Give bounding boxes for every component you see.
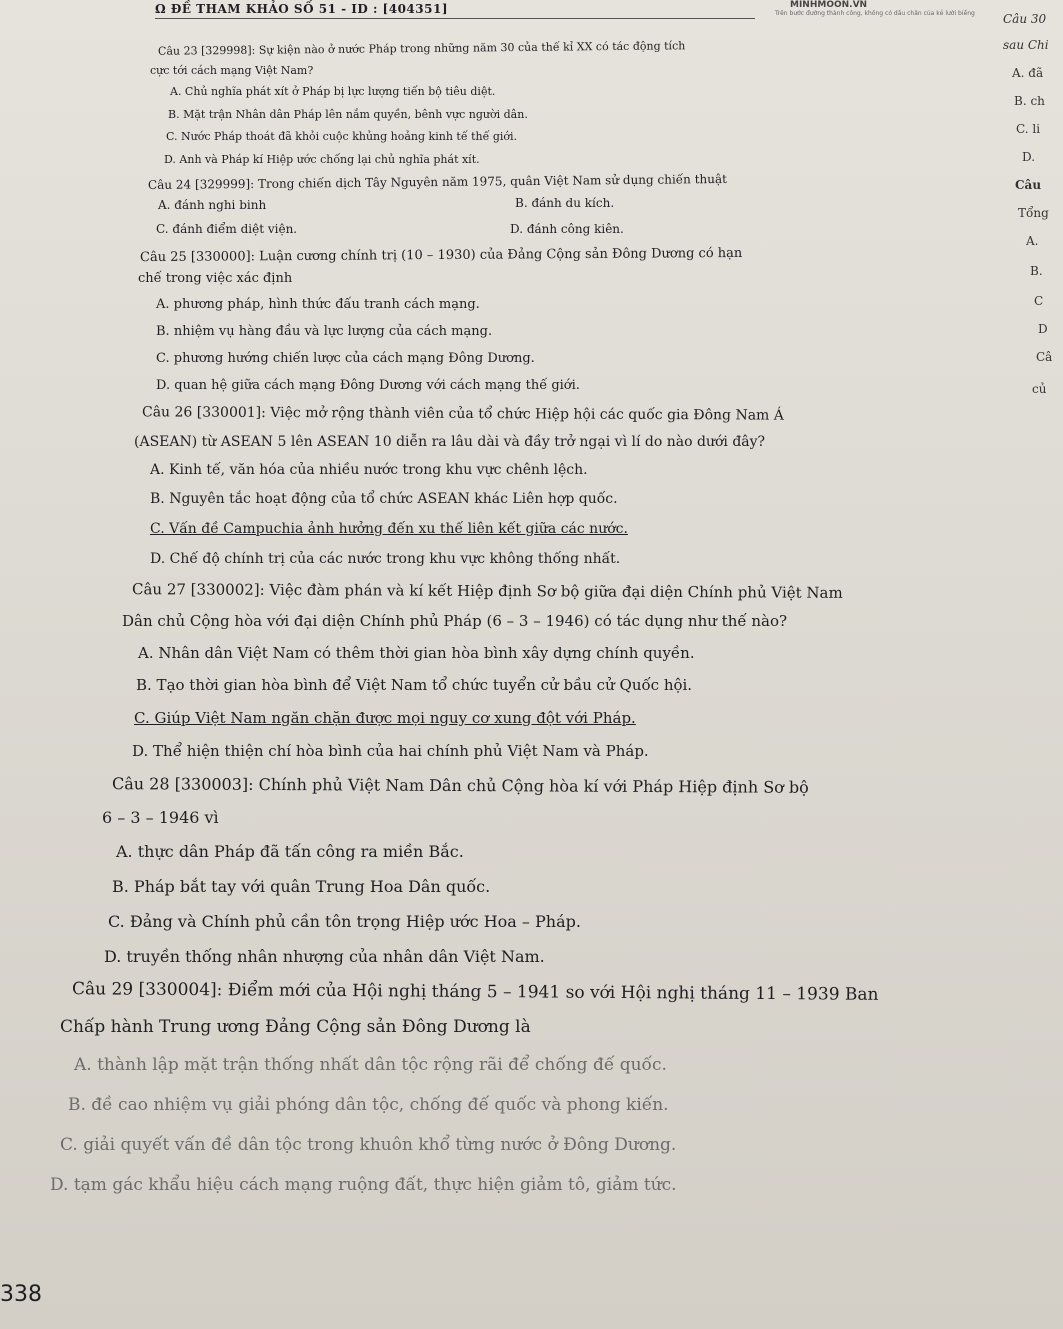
question-28-option-b: B. Pháp bắt tay với quân Trung Hoa Dân quốc.	[112, 877, 491, 896]
question-25-option-d: D. quan hệ giữa cách mạng Đông Dương với cách mạng thế giới.	[156, 378, 580, 393]
question-23-option-b: B. Mặt trận Nhân dân Pháp lên nắm quyền, bênh vực người dân.	[168, 108, 528, 121]
side-column-text: củ	[1032, 382, 1047, 396]
question-29-option-c: C. giải quyết vấn đề dân tộc trong khuôn khổ từng nước ở Đông Dương.	[60, 1135, 677, 1155]
question-23-option-c: C. Nước Pháp thoát đã khỏi cuộc khủng hoảng kinh tế thế giới.	[166, 130, 518, 143]
side-column-text: Câ	[1036, 350, 1053, 364]
side-column-text: B. ch	[1014, 94, 1045, 108]
question-28-option-d: D. truyền thống nhân nhượng của nhân dân Việt Nam.	[104, 947, 545, 966]
question-23-option-d: D. Anh và Pháp kí Hiệp ước chống lại chủ nghĩa phát xít.	[164, 153, 480, 166]
page-number: 338	[0, 1282, 42, 1307]
question-27-stem-line1: Câu 27 [330002]: Việc đàm phán và kí kết Hiệp định Sơ bộ giữa đại diện Chính phủ Việt Nam	[131, 580, 843, 602]
question-25-option-c: C. phương hướng chiến lược của cách mạng Đông Dương.	[156, 351, 535, 366]
side-column-text: C. li	[1016, 122, 1041, 136]
side-column-text: D.	[1022, 150, 1036, 164]
question-23-stem-line1: Câu 23 [329998]: Sự kiện nào ở nước Pháp trong những năm 30 của thế kỉ XX có tác động tích	[157, 39, 686, 58]
side-column-text: Tổng	[1018, 206, 1049, 220]
question-29-stem-line1: Câu 29 [330004]: Điểm mới của Hội nghị tháng 5 – 1941 so với Hội nghị tháng 11 – 1939 Ban	[71, 979, 879, 1005]
question-25-option-a: A. phương pháp, hình thức đấu tranh cách mạng.	[156, 297, 480, 312]
question-26-option-a: A. Kinh tế, văn hóa của nhiều nước trong khu vực chênh lệch.	[150, 462, 588, 478]
question-29-option-b: B. đề cao nhiệm vụ giải phóng dân tộc, chống đế quốc và phong kiến.	[68, 1095, 669, 1115]
question-26-option-d: D. Chế độ chính trị của các nước trong khu vực không thống nhất.	[150, 551, 621, 567]
question-24-option-c: C. đánh điểm diệt viện.	[156, 222, 298, 236]
question-27-option-a: A. Nhân dân Việt Nam có thêm thời gian hòa bình xây dựng chính quyền.	[138, 644, 695, 662]
side-column-text: A. đã	[1012, 66, 1044, 80]
side-column-text: B.	[1030, 264, 1043, 278]
question-29-option-d: D. tạm gác khẩu hiệu cách mạng ruộng đất, thực hiện giảm tô, giảm tức.	[50, 1175, 677, 1195]
question-26-stem-line2: (ASEAN) từ ASEAN 5 lên ASEAN 10 diễn ra lâu dài và đầy trở ngại vì lí do nào dưới đây?	[134, 434, 766, 450]
question-28-option-c: C. Đảng và Chính phủ cần tôn trọng Hiệp ước Hoa – Pháp.	[108, 912, 581, 931]
question-29-option-a: A. thành lập mặt trận thống nhất dân tộc rộng rãi để chống đế quốc.	[74, 1055, 667, 1075]
brand-logo-text: MINHMOON.VN	[790, 0, 868, 10]
exam-header-title: Ω ĐỀ THAM KHẢO SỐ 51 - ID : [404351]	[155, 2, 449, 16]
question-27-option-d: D. Thể hiện thiện chí hòa bình của hai chính phủ Việt Nam và Pháp.	[132, 742, 649, 760]
question-25-option-b: B. nhiệm vụ hàng đầu và lực lượng của cách mạng.	[156, 324, 493, 339]
question-27-option-c: C. Giúp Việt Nam ngăn chặn được mọi nguy cơ xung đột với Pháp.	[134, 709, 636, 727]
side-column-text: A.	[1026, 234, 1039, 248]
question-24-option-d: D. đánh công kiên.	[510, 222, 624, 236]
question-26-stem-line1: Câu 26 [330001]: Việc mở rộng thành viên của tổ chức Hiệp hội các quốc gia Đông Nam Á	[141, 404, 784, 424]
side-column-text: Câu	[1015, 178, 1042, 192]
question-27-option-b: B. Tạo thời gian hòa bình để Việt Nam tổ chức tuyển cử bầu cử Quốc hội.	[136, 676, 693, 694]
question-29-stem-line2: Chấp hành Trung ương Đảng Cộng sản Đông Dương là	[60, 1017, 531, 1037]
side-column-text: sau Chi	[1003, 38, 1049, 52]
question-27-stem-line2: Dân chủ Cộng hòa với đại diện Chính phủ Pháp (6 – 3 – 1946) có tác dụng như thế nào?	[122, 612, 788, 630]
side-column-text: C	[1034, 294, 1044, 308]
question-26-option-c: C. Vấn đề Campuchia ảnh hưởng đến xu thế liên kết giữa các nước.	[150, 521, 628, 537]
question-23-option-a: A. Chủ nghĩa phát xít ở Pháp bị lực lượng tiến bộ tiêu diệt.	[170, 85, 496, 98]
side-column-text: D	[1038, 322, 1048, 336]
question-28-option-a: A. thực dân Pháp đã tấn công ra miền Bắc.	[116, 842, 464, 861]
question-24-option-a: A. đánh nghi binh	[158, 198, 267, 212]
question-26-option-b: B. Nguyên tắc hoạt động của tổ chức ASEAN khác Liên hợp quốc.	[150, 491, 618, 507]
question-24-stem: Câu 24 [329999]: Trong chiến dịch Tây Nguyên năm 1975, quân Việt Nam sử dụng chiến thuật	[147, 171, 728, 193]
header-divider	[155, 18, 755, 19]
question-25-stem-line2: chế trong việc xác định	[138, 271, 293, 286]
question-28-stem-line2: 6 – 3 – 1946 vì	[102, 808, 219, 827]
brand-slogan: Trên bước đường thành công, không có dấu chân của kẻ lười biếng	[775, 10, 975, 17]
question-28-stem-line1: Câu 28 [330003]: Chính phủ Việt Nam Dân chủ Cộng hòa kí với Pháp Hiệp định Sơ bộ	[111, 774, 809, 797]
question-23-stem-line2: cực tới cách mạng Việt Nam?	[150, 64, 314, 77]
question-25-stem-line1: Câu 25 [330000]: Luận cương chính trị (10 – 1930) của Đảng Cộng sản Đông Dương có hạn	[139, 245, 743, 266]
side-column-text: Câu 30	[1003, 12, 1047, 26]
question-24-option-b: B. đánh du kích.	[515, 196, 615, 210]
